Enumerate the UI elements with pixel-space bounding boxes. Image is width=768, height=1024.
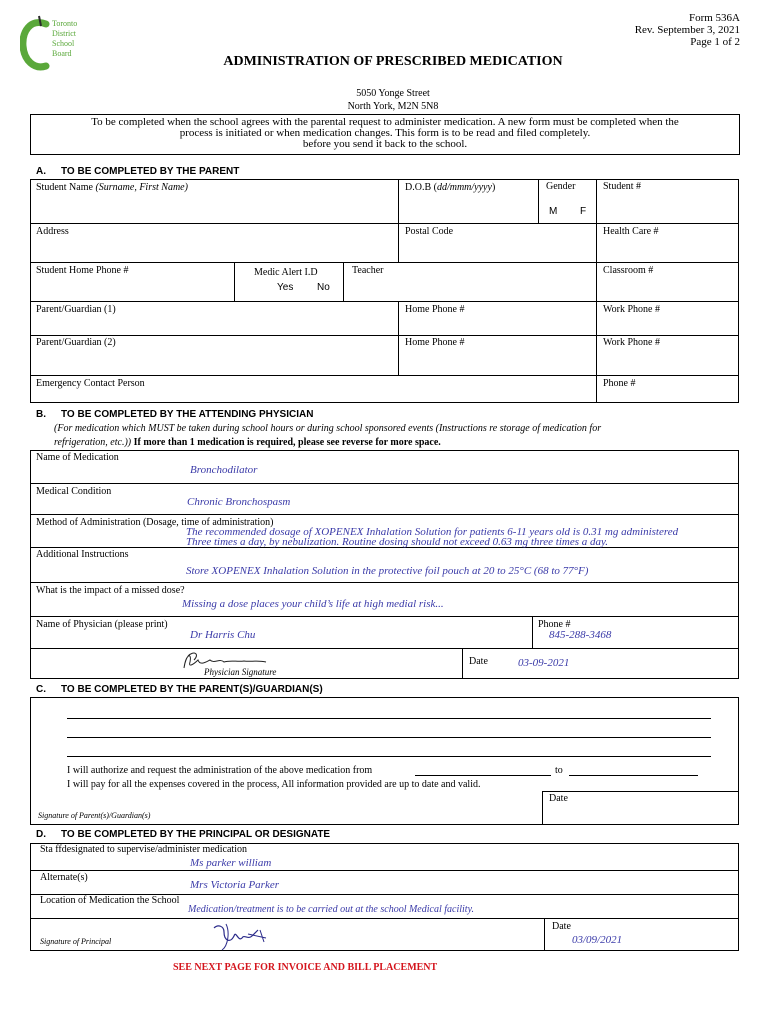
parent-notes-line[interactable] xyxy=(67,756,711,757)
authorize-from-line[interactable] xyxy=(415,775,551,776)
physician-date-value[interactable]: 03-09-2021 xyxy=(518,657,570,669)
method-value-line[interactable]: The recommended dosage of XOPENEX Inhalation Solution for patients 6-11 years old is 0.31 mg administered xyxy=(186,526,679,538)
method-value-line[interactable]: Three times a day, by nebulization. Routine dosing should not exceed 0.63 mg three times a day. xyxy=(186,536,609,548)
school-address-line2: North York, M2N 5N8 xyxy=(347,101,439,112)
logo-text-line: School xyxy=(52,39,75,48)
parent-notes-line[interactable] xyxy=(67,718,711,719)
student-name-field[interactable] xyxy=(32,195,396,221)
student-name-label: Student Name xyxy=(36,182,93,193)
section-d-heading: TO BE COMPLETED BY THE PRINCIPAL OR DESIGNATE xyxy=(61,829,331,840)
guardian1-work-phone-field[interactable] xyxy=(598,316,737,333)
student-number-field[interactable] xyxy=(598,195,737,221)
authorize-to-line[interactable] xyxy=(569,775,698,776)
classroom-field[interactable] xyxy=(598,278,737,299)
emergency-phone-field[interactable] xyxy=(598,390,737,401)
dob-close: ) xyxy=(491,182,496,193)
gender-label: Gender xyxy=(546,181,576,192)
logo-text-line: Toronto xyxy=(52,19,78,28)
classroom-label: Classroom # xyxy=(603,265,654,276)
emergency-phone-label: Phone # xyxy=(603,378,636,389)
location-value[interactable]: Medication/treatment is to be carried out at the school Medical facility. xyxy=(188,904,474,915)
health-card-field[interactable] xyxy=(598,238,737,260)
section-d-letter: D. xyxy=(36,829,46,840)
principal-date-value[interactable]: 03/09/2021 xyxy=(572,934,623,946)
guardian2-field[interactable] xyxy=(32,350,396,373)
form-number: Form 536A xyxy=(688,12,740,24)
physician-signature-caption: Physician Signature xyxy=(204,667,277,677)
section-c-letter: C. xyxy=(36,684,46,695)
principal-date-label: Date xyxy=(552,921,571,932)
emergency-contact-field[interactable] xyxy=(32,390,594,401)
address-field[interactable] xyxy=(32,238,396,260)
medical-condition-label: Medical Condition xyxy=(36,486,112,497)
medic-alert-yes-option[interactable]: Yes xyxy=(277,282,294,293)
pay-text: I will pay for all the expenses covered in the process, All information provided are up to date and valid. xyxy=(67,779,481,790)
section-c-heading: TO BE COMPLETED BY THE PARENT(S)/GUARDIAN(S) xyxy=(61,684,323,695)
student-name-hint: (Surname, First Name) xyxy=(95,182,188,193)
physician-name-value[interactable]: Dr Harris Chu xyxy=(190,629,256,641)
intro-text: before you send it back to the school. xyxy=(302,138,468,150)
parent-date-label: Date xyxy=(549,793,568,804)
medic-alert-no-option[interactable]: No xyxy=(317,282,330,293)
missed-dose-value[interactable]: Missing a dose places your child’s life at high medial risk... xyxy=(182,598,444,610)
authorize-text: I will authorize and request the administration of the above medication from xyxy=(67,765,373,776)
guardian1-work-phone-label: Work Phone # xyxy=(603,304,660,315)
teacher-label: Teacher xyxy=(352,265,384,276)
physician-note-bold: If more than 1 medication is required, please see reverse for more space. xyxy=(131,437,441,448)
physician-note: refrigeration, etc.)) xyxy=(54,437,132,448)
principal-signature-caption: Signature of Principal xyxy=(40,937,112,946)
method-label: Method of Administration (Dosage, time of administration) xyxy=(36,517,274,528)
authorize-to-text: to xyxy=(555,765,563,776)
dob-label: D.O.B ( xyxy=(405,182,437,193)
section-b-heading: TO BE COMPLETED BY THE ATTENDING PHYSICIAN xyxy=(61,409,314,420)
principal-signature-icon xyxy=(210,920,274,952)
form-title: ADMINISTRATION OF PRESCRIBED MEDICATION xyxy=(223,54,563,69)
physician-note: (For medication which MUST be taken during school hours or during school sponsored events (Instructions re storage of medication for xyxy=(54,423,602,434)
staff-designated-value[interactable]: Ms parker william xyxy=(190,857,272,869)
intro-text: To be completed when the school agrees with the parental request to administer medication. A new form must be completed when the xyxy=(91,116,679,128)
gender-f-option[interactable]: F xyxy=(580,206,587,217)
postal-code-label: Postal Code xyxy=(405,226,454,237)
dob-field[interactable] xyxy=(400,195,536,221)
emergency-contact-label: Emergency Contact Person xyxy=(36,378,145,389)
physician-date-label: Date xyxy=(469,656,488,667)
physician-phone-label: Phone # xyxy=(538,619,571,630)
footer-note: SEE NEXT PAGE FOR INVOICE AND BILL PLACEMENT xyxy=(173,962,438,973)
postal-code-field[interactable] xyxy=(400,238,594,260)
alternate-label: Alternate(s) xyxy=(40,872,88,883)
guardian1-home-phone-label: Home Phone # xyxy=(405,304,465,315)
additional-instructions-label: Additional Instructions xyxy=(36,549,129,560)
intro-text: process is initiated or when medication changes. This form is to be read and filed completely. xyxy=(179,127,591,139)
page-number: Page 1 of 2 xyxy=(690,36,740,48)
alternate-value[interactable]: Mrs Victoria Parker xyxy=(190,879,280,891)
student-home-phone-field[interactable] xyxy=(32,278,232,299)
revision-date: Rev. September 3, 2021 xyxy=(634,24,740,36)
missed-dose-label: What is the impact of a missed dose? xyxy=(36,585,185,596)
guardian1-field[interactable] xyxy=(32,316,396,333)
dob-hint: dd/mmm/yyyy xyxy=(436,182,492,193)
logo-text-line: Board xyxy=(52,49,72,58)
health-card-label: Health Care # xyxy=(603,226,659,237)
medical-condition-value[interactable]: Chronic Bronchospasm xyxy=(187,496,291,508)
guardian2-home-phone-label: Home Phone # xyxy=(405,337,465,348)
guardian2-home-phone-field[interactable] xyxy=(400,350,594,373)
guardian2-label: Parent/Guardian (2) xyxy=(36,337,116,348)
medication-label: Name of Medication xyxy=(36,452,119,463)
gender-m-option[interactable]: M xyxy=(549,206,558,217)
teacher-field[interactable] xyxy=(345,278,594,299)
parent-notes-line[interactable] xyxy=(67,737,711,738)
student-home-phone-label: Student Home Phone # xyxy=(36,265,129,276)
section-b-letter: B. xyxy=(36,409,46,420)
additional-instructions-value[interactable]: Store XOPENEX Inhalation Solution in the protective foil pouch at 20 to 25°C (68 to 77°F) xyxy=(186,565,589,577)
guardian2-work-phone-label: Work Phone # xyxy=(603,337,660,348)
guardian1-home-phone-field[interactable] xyxy=(400,316,594,333)
medic-alert-label: Medic Alert I.D xyxy=(254,267,318,278)
physician-name-label: Name of Physician (please print) xyxy=(36,619,168,630)
guardian1-label: Parent/Guardian (1) xyxy=(36,304,116,315)
logo-text-line: District xyxy=(52,29,76,38)
parent-signature-caption: Signature of Parent(s)/Guardian(s) xyxy=(38,811,151,820)
section-a-letter: A. xyxy=(36,166,46,177)
section-a-heading: TO BE COMPLETED BY THE PARENT xyxy=(61,166,240,177)
physician-phone-value[interactable]: 845-288-3468 xyxy=(549,629,612,641)
school-address-line1: 5050 Yonge Street xyxy=(356,88,430,99)
medication-value[interactable]: Bronchodilator xyxy=(190,464,258,476)
address-label: Address xyxy=(36,226,69,237)
student-number-label: Student # xyxy=(603,181,642,192)
guardian2-work-phone-field[interactable] xyxy=(598,350,737,373)
parent-signature-field[interactable] xyxy=(32,793,540,811)
staff-designated-label: Sta ffdesignated to supervise/administer medication xyxy=(40,844,247,855)
location-label: Location of Medication the School xyxy=(40,895,180,906)
